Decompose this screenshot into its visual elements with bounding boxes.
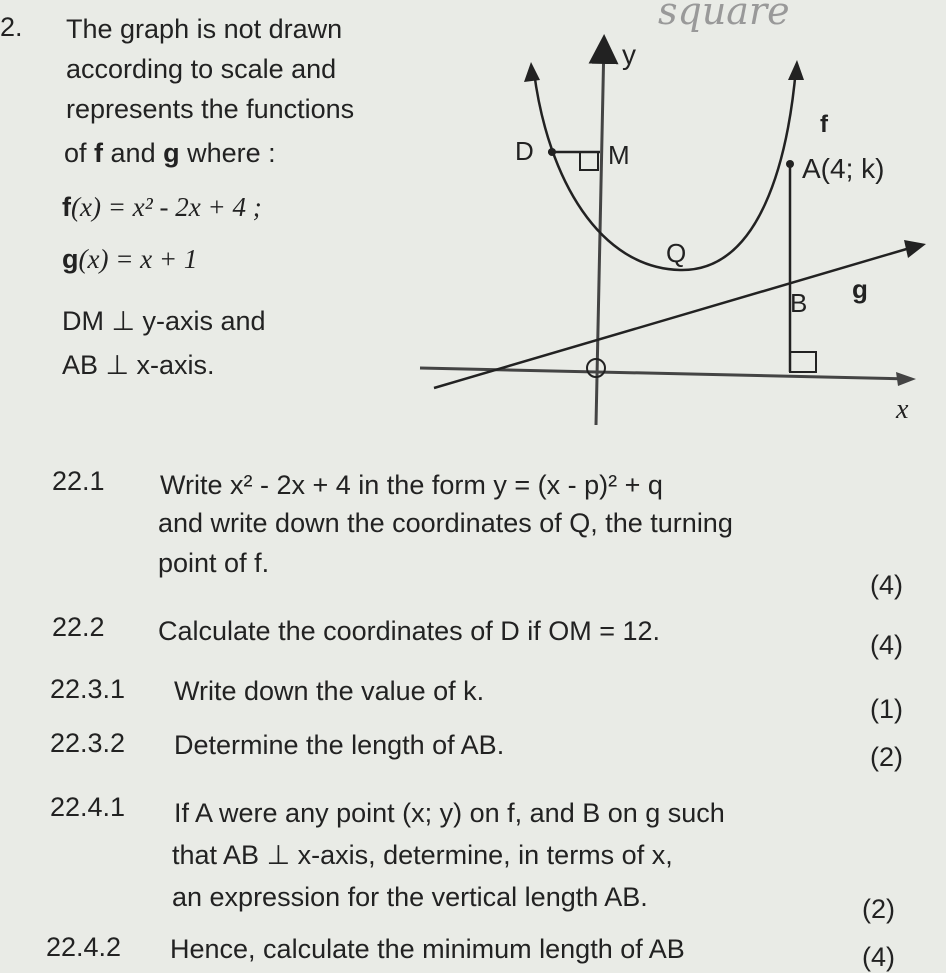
q3-line-1: Write down the value of k. xyxy=(174,676,485,706)
parabola-f xyxy=(534,68,796,270)
g-expression: (x) = x + 1 xyxy=(78,244,198,274)
q1-line-2: and write down the coordinates of Q, the turning xyxy=(158,508,733,538)
q4-marks: (2) xyxy=(870,742,903,772)
q2-line-1: Calculate the coordinates of D if OM = 12. xyxy=(158,616,661,646)
q2-number: 22.2 xyxy=(52,612,105,642)
q5-number: 22.4.1 xyxy=(50,792,126,822)
label-g: g xyxy=(852,274,868,304)
q5-marks: (2) xyxy=(862,894,895,924)
point-d xyxy=(548,148,556,156)
intro-and: and xyxy=(103,138,164,168)
q6-line-1: Hence, calculate the minimum length of AB xyxy=(170,934,685,964)
line-g-arrow xyxy=(904,240,926,258)
q4-line-1: Determine the length of AB. xyxy=(174,730,505,760)
q6-marks: (4) xyxy=(862,942,895,972)
f-name: f xyxy=(62,192,71,222)
label-m: M xyxy=(608,140,630,170)
intro-line-2: according to scale and xyxy=(66,54,337,84)
parabola-right-arrow xyxy=(788,60,804,80)
q5-line-2: that AB ⊥ x-axis, determine, in terms of x, xyxy=(172,840,673,870)
intro-line-1: The graph is not drawn xyxy=(66,14,343,44)
condition-ab: AB ⊥ x-axis. xyxy=(62,350,215,380)
label-q: Q xyxy=(666,238,687,268)
right-angle-m xyxy=(580,152,598,170)
q3-number: 22.3.1 xyxy=(50,674,126,704)
q6-number: 22.4.2 xyxy=(46,932,122,962)
question-number: 2. xyxy=(0,12,23,42)
q1-line-3: point of f. xyxy=(158,548,270,578)
q4-number: 22.3.2 xyxy=(50,728,126,758)
label-f: f xyxy=(820,111,828,138)
label-b: B xyxy=(790,288,808,318)
q2-marks: (4) xyxy=(870,630,903,660)
intro-line-3: represents the functions xyxy=(66,94,355,124)
intro-f: f xyxy=(94,138,104,168)
intro-where: where : xyxy=(179,138,276,168)
label-x-axis: x xyxy=(896,394,909,425)
intro-of: of xyxy=(64,138,95,168)
handwritten-note: square xyxy=(658,0,790,33)
intro-g: g xyxy=(163,138,180,168)
g-name: g xyxy=(62,244,79,274)
right-angle-b xyxy=(790,352,816,372)
f-expression: (x) = x² - 2x + 4 ; xyxy=(71,192,262,222)
q5-line-3: an expression for the vertical length AB. xyxy=(172,882,648,912)
point-a xyxy=(786,160,794,168)
q1-line-1: Write x² - 2x + 4 in the form y = (x - p)² + q xyxy=(160,470,663,500)
condition-dm: DM ⊥ y-axis and xyxy=(62,306,266,336)
q1-marks: (4) xyxy=(870,570,903,600)
x-axis-arrow xyxy=(896,372,916,386)
q1-number: 22.1 xyxy=(52,466,105,496)
label-d: D xyxy=(515,136,534,166)
graph xyxy=(0,0,946,460)
label-y-axis: y xyxy=(622,39,636,70)
q5-line-1: If A were any point (x; y) on f, and B on g such xyxy=(174,798,725,828)
q3-marks: (1) xyxy=(870,694,903,724)
label-a: A(4; k) xyxy=(802,153,885,184)
parabola-left-arrow xyxy=(524,62,540,82)
